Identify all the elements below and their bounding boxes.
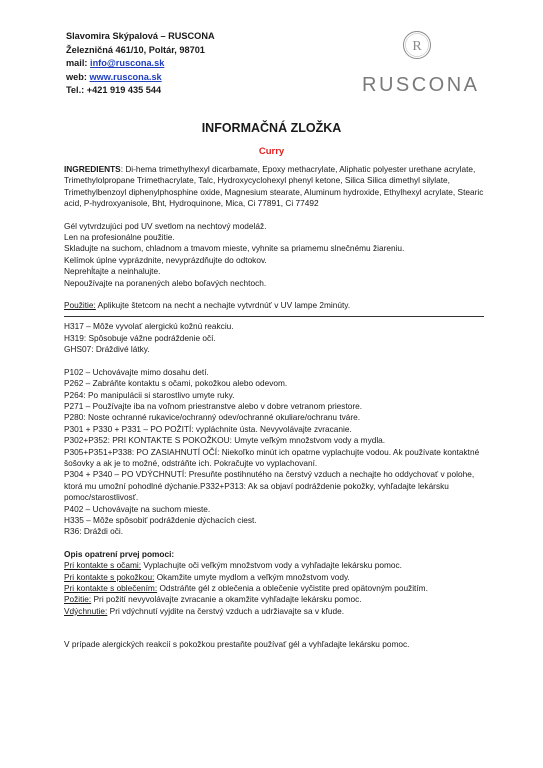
usage-line xyxy=(64,300,484,311)
info-line: Gél vytvrdzujúci pod UV svetlom na nechtový modeláž. xyxy=(64,220,267,231)
first-aid-label: Požitie: xyxy=(64,594,92,605)
precaution-line: H335 – Môže spôsobiť podráždenie dýchacích ciest. xyxy=(64,514,257,525)
company-mail-row xyxy=(66,57,215,71)
info-line: Neprehĺtajte a neinhalujte. xyxy=(64,266,161,277)
ingredients-text: : Di-hema trimethylhexyl dicarbamate, Epoxy methacrylate, Aliphatic polyester urethane acrylate, Trimethylolpropane Trimethacrylate, Talc, Hydroxycyclohexyl phenyl ketone, Silica Silica dimethyl silylate, Trimethylbenzoyl diphenylphosphine oxide, Magnesium stearate, Aluminum hydroxide, Ethylhexyl acrylate, Stearic acid, P-hydroxyanisole, Bht, Hydroquinone, Mica, Ci 77891, Ci 77492 xyxy=(64,164,484,209)
first-aid-item xyxy=(64,560,484,571)
info-line: Kelímok úplne vyprázdnite, nevyprázdňujte do odtokov. xyxy=(64,254,267,265)
logo-monogram-icon xyxy=(402,30,432,60)
usage-text: Aplikujte štetcom na necht a nechajte vytvrdnúť v UV lampe 2minúty. xyxy=(95,300,351,311)
precaution-line: P102 – Uchovávajte mimo dosahu detí. xyxy=(64,366,209,377)
company-web-row xyxy=(66,71,215,85)
mail-label: mail: xyxy=(66,58,88,68)
web-link[interactable]: www.ruscona.sk xyxy=(89,71,162,82)
precaution-line: P301 + P330 + P331 – PO POŽITÍ: vypláchnite ústa. Nevyvolávajte zvracanie. xyxy=(64,423,352,434)
first-aid-heading: Opis opatrení prvej pomoci: xyxy=(64,548,175,559)
footer-note: V prípade alergických reakcií s pokožkou prestaňte používať gél a vyhľadajte lekársku pomoc. xyxy=(64,639,410,650)
mail-link[interactable]: info@ruscona.sk xyxy=(90,58,165,68)
company-phone: Tel.: +421 919 435 544 xyxy=(66,85,162,95)
first-aid-label: Pri kontakte s očami: xyxy=(64,560,142,571)
company-name: Slavomira Skýpalová – RUSCONA xyxy=(66,31,215,41)
first-aid-text: Vyplachujte oči veľkým množstvom vody a vyhľadajte lekársku pomoc. xyxy=(141,560,402,571)
precaution-line: R36: Dráždi oči. xyxy=(64,526,124,537)
hazard-line: H319: Spôsobuje vážne podráždenie očí. xyxy=(64,332,216,343)
usage-label: Použitie: xyxy=(64,300,96,311)
first-aid-text: Pri vdýchnutí vyjdite na čerstvý vzduch a udržiavajte sa v kľude. xyxy=(107,605,345,616)
company-address: Železničná 461/10, Poltár, 98701 xyxy=(66,44,205,55)
info-line: Skladujte na suchom, chladnom a tmavom mieste, vyhnite sa priamemu slnečnému žiareniu. xyxy=(64,243,405,254)
first-aid-item xyxy=(64,572,484,583)
first-aid-text: Okamžite umyte mydlom a veľkým množstvom vody. xyxy=(154,571,350,582)
precaution-line: P262 – Zabráňte kontaktu s očami, pokožkou alebo odevom. xyxy=(64,378,288,389)
document-body xyxy=(64,164,484,651)
ingredients-paragraph xyxy=(64,164,484,210)
first-aid-label: Pri kontakte s pokožkou: xyxy=(64,571,155,582)
first-aid-item xyxy=(64,583,484,594)
precaution-line: P264: Po manipulácii si starostlivo umyte ruky. xyxy=(64,389,235,400)
logo-text: RUSCONA xyxy=(362,74,480,96)
ruscona-logo xyxy=(362,30,480,98)
info-line: Nepoužívajte na poranených alebo boľavých nechtoch. xyxy=(64,277,267,288)
first-aid-label: Vdýchnutie: xyxy=(64,605,108,616)
first-aid-label: Pri kontakte s oblečením: xyxy=(64,583,158,593)
info-line: Len na profesionálne použitie. xyxy=(64,232,175,243)
first-aid-item xyxy=(64,606,484,617)
svg-text:R: R xyxy=(412,39,422,54)
hazard-line: GHS07: Dráždivé látky. xyxy=(64,344,150,355)
product-name: Curry xyxy=(258,146,285,157)
precaution-line: P271 – Používajte iba na voľnom priestranstve alebo v dobre vetranom priestore. xyxy=(64,400,363,411)
precaution-line: P302+P352: PRI KONTAKTE S POKOŽKOU: Umyte veľkým množstvom vody a mydla. xyxy=(64,435,386,446)
first-aid-text: Odstráňte gél z oblečenia a oblečenie vyčistite pred opätovným použitím. xyxy=(157,583,428,593)
ingredients-label: INGREDIENTS xyxy=(64,164,121,174)
page-title: INFORMAČNÁ ZLOŽKA xyxy=(201,121,342,135)
section-divider xyxy=(64,316,484,317)
precaution-line: P304 + P340 – PO VDÝCHNUTÍ: Presuňte postihnutého na čerstvý vzduch a nechajte ho oddychovať v polohe, ktorá mu umožní pohodlné dýchanie.P332+P313: Ak sa objaví podráždenie pokožky, vyhľadajte lekársku pomoc/starostlivosť. xyxy=(64,469,475,503)
company-contact-block xyxy=(66,30,215,98)
first-aid-text: Pri požití nevyvolávajte zvracanie a okamžite vyhľadajte lekársku pomoc. xyxy=(91,594,362,605)
first-aid-item xyxy=(64,594,484,605)
precaution-line: P402 – Uchovávajte na suchom mieste. xyxy=(64,503,211,514)
hazard-line: H317 – Môže vyvolať alergickú kožnú reakciu. xyxy=(64,321,234,332)
web-label: web: xyxy=(66,71,87,82)
precaution-line: P305+P351+P338: PO ZASIAHNUTÍ OČÍ: Niekoľko minút ich opatrne vyplachujte vodou. Ak používate kontaktné šošovky a ak je to možné, odstráňte ich. Pokračujte vo vyplachovaní. xyxy=(64,446,480,468)
precaution-line: P280: Noste ochranné rukavice/ochranný odev/ochranné okuliare/ochranu tváre. xyxy=(64,412,361,423)
